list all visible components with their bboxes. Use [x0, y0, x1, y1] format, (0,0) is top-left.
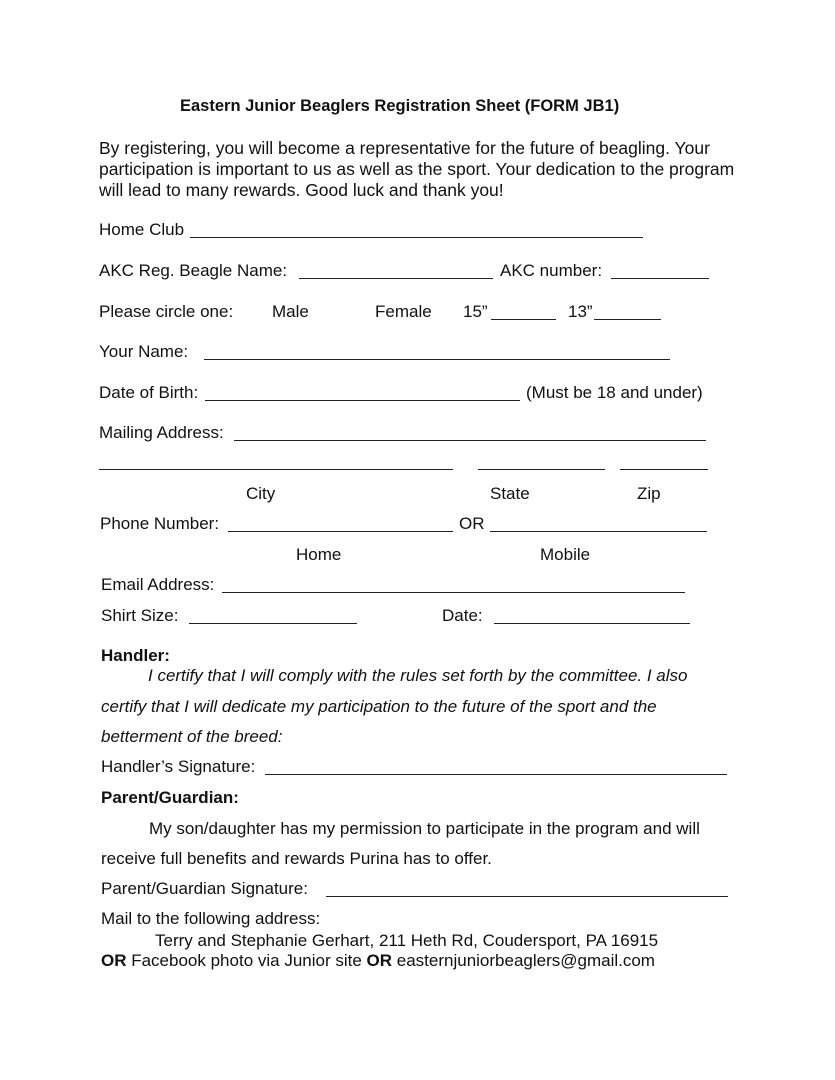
handler-text-line2: certify that I will dedicate my participation to the future of the sport and the — [101, 697, 657, 716]
zip-field[interactable] — [620, 469, 708, 470]
email-label: Email Address: — [101, 575, 215, 594]
akc-number-label: AKC number: — [500, 261, 603, 280]
handler-text-line1: I certify that I will comply with the rules set forth by the committee. I also — [148, 666, 688, 685]
akc-number-field[interactable] — [611, 278, 709, 279]
guardian-signature-field[interactable] — [326, 896, 728, 897]
email-field[interactable] — [222, 592, 685, 593]
mail-alternatives — [101, 951, 655, 971]
date-field[interactable] — [494, 623, 690, 624]
akc-name-label: AKC Reg. Beagle Name: — [99, 261, 288, 280]
female-option[interactable]: Female — [375, 302, 432, 321]
dob-note: (Must be 18 and under) — [526, 383, 703, 402]
size-13-label: 13” — [568, 302, 593, 321]
mail-label: Mail to the following address: — [101, 909, 321, 928]
shirt-size-label: Shirt Size: — [101, 606, 179, 625]
handler-signature-label: Handler’s Signature: — [101, 757, 256, 776]
circle-one-label: Please circle one: — [99, 302, 234, 321]
state-field[interactable] — [478, 469, 605, 470]
mail-address: Terry and Stephanie Gerhart, 211 Heth Rd, Coudersport, PA 16915 — [155, 931, 659, 950]
city-label: City — [246, 484, 276, 503]
dob-label: Date of Birth: — [99, 383, 199, 402]
home-club-label: Home Club — [99, 220, 185, 239]
or-label: OR — [459, 514, 485, 533]
mobile-phone-field[interactable] — [490, 531, 707, 532]
or-second: OR — [366, 951, 393, 970]
home-club-field[interactable] — [190, 237, 643, 238]
akc-name-field[interactable] — [299, 278, 493, 279]
guardian-text-line1: My son/daughter has my permission to participate in the program and will — [149, 819, 700, 838]
intro-paragraph: By registering, you will become a representative for the future of beagling. Your participation is important to us as well as the sport. Your dedication to the program will lead to many rewards. Good luck and thank you! — [99, 138, 735, 200]
guardian-text-line2: receive full benefits and rewards Purina has to offer. — [101, 849, 492, 868]
contact-email[interactable]: easternjuniorbeaglers@gmail.com — [392, 951, 655, 970]
size-13-field[interactable] — [594, 319, 661, 320]
your-name-label: Your Name: — [99, 342, 189, 361]
shirt-size-field[interactable] — [189, 623, 357, 624]
mobile-label: Mobile — [540, 545, 591, 564]
your-name-field[interactable] — [204, 359, 670, 360]
date-label: Date: — [442, 606, 483, 625]
mailing-label: Mailing Address: — [99, 423, 224, 442]
dob-field[interactable] — [205, 400, 520, 401]
guardian-heading: Parent/Guardian: — [101, 788, 239, 807]
or-first: OR — [101, 951, 127, 970]
state-label: State — [490, 484, 530, 503]
home-phone-field[interactable] — [228, 531, 453, 532]
size-15-label: 15” — [463, 302, 488, 321]
home-label: Home — [296, 545, 342, 564]
zip-label: Zip — [637, 484, 661, 503]
handler-signature-field[interactable] — [265, 774, 727, 775]
guardian-signature-label: Parent/Guardian Signature: — [101, 879, 308, 898]
facebook-option: Facebook photo via Junior site — [126, 951, 367, 970]
form-title: Eastern Junior Beaglers Registration Sheet (FORM JB1) — [180, 97, 620, 115]
handler-text-line3: betterment of the breed: — [101, 727, 283, 746]
mailing-field[interactable] — [234, 440, 706, 441]
size-15-field[interactable] — [491, 319, 556, 320]
city-field[interactable] — [99, 469, 453, 470]
male-option[interactable]: Male — [272, 302, 309, 321]
handler-heading: Handler: — [101, 646, 170, 665]
phone-label: Phone Number: — [100, 514, 220, 533]
